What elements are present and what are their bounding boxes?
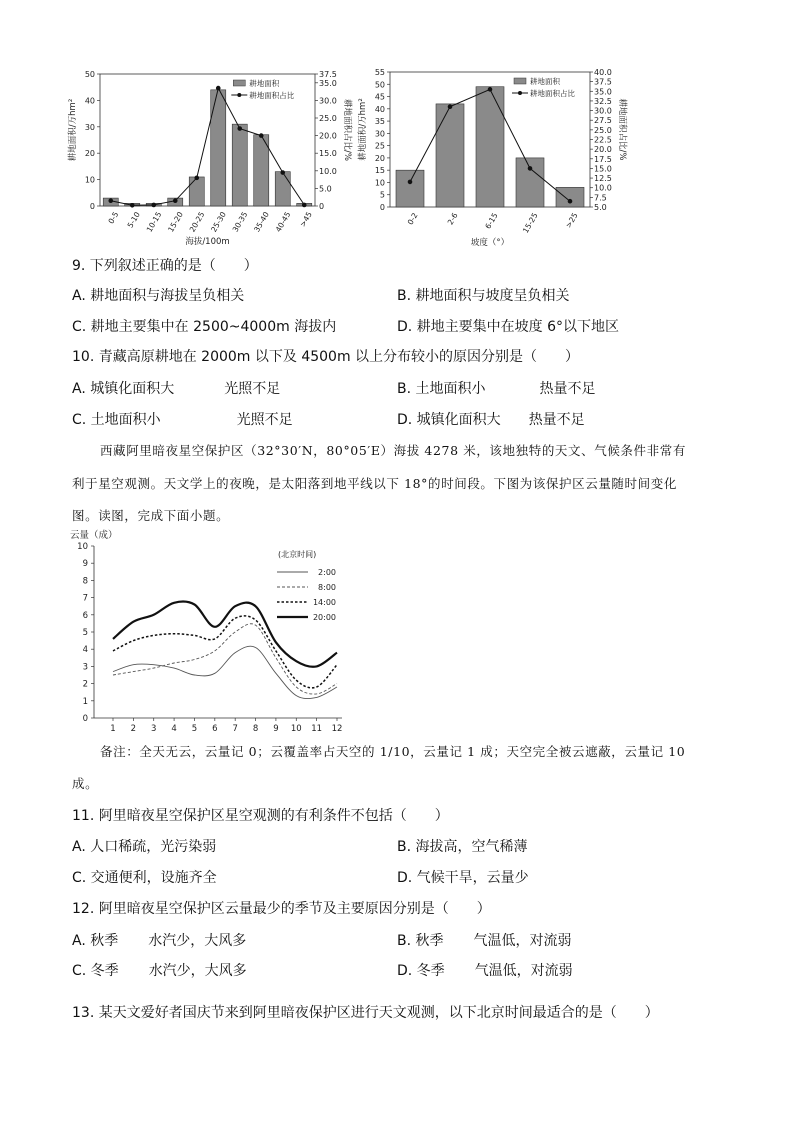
altitude-bar <box>232 124 247 206</box>
altitude-x-tick-label: 30-35 <box>230 210 250 234</box>
q12-option-b[interactable] <box>397 932 572 950</box>
altitude-left-tick-label: 50 <box>84 70 95 79</box>
q12-stem: 12. 阿里暗夜星空保护区云量最少的季节及主要原因分别是（ ） <box>72 901 491 917</box>
q12-option-d-part1: D. 冬季 <box>397 963 445 979</box>
q10-option-d-part1: D. 城镇化面积大 <box>397 412 501 428</box>
slope-x-tick-label: >25 <box>563 211 580 230</box>
slope-chart <box>358 62 642 248</box>
altitude-x-tick-label: 5-10 <box>125 210 142 230</box>
altitude-share-point <box>216 86 221 91</box>
cloud-legend-label: 20:00 <box>312 613 336 622</box>
cloud-series-1400 <box>113 616 337 688</box>
slope-x-tick-label: 2-6 <box>445 211 460 227</box>
altitude-left-tick-label: 10 <box>84 175 95 185</box>
cloud-y-tick-label: 9 <box>82 559 88 570</box>
slope-left-tick-label: 40 <box>374 104 385 114</box>
q11-option-d[interactable]: D. 气候干旱，云量少 <box>397 870 529 886</box>
cloud-x-tick-label: 6 <box>212 724 218 734</box>
slope-left-tick-label: 55 <box>374 68 385 77</box>
cloud-series-800 <box>113 624 337 694</box>
q10-option-c[interactable] <box>72 411 293 429</box>
slope-left-tick-label: 0 <box>379 203 385 212</box>
cloud-x-tick-label: 1 <box>110 724 116 734</box>
slope-left-tick-label: 10 <box>374 178 385 188</box>
cloud-x-tick-label: 5 <box>191 724 198 734</box>
slope-right-tick-label: 5.0 <box>594 203 607 212</box>
slope-x-tick-label: 15-25 <box>520 211 540 235</box>
altitude-share-point <box>108 198 113 203</box>
altitude-bar <box>211 90 226 206</box>
cloud-y-tick-label: 8 <box>82 576 88 587</box>
passage-line-3: 图。读图，完成下面小题。 <box>72 508 230 523</box>
slope-right-axis-title: 耕地面积占比/% <box>617 98 627 161</box>
altitude-right-axis-title: 耕地面积占比/% <box>342 99 352 161</box>
altitude-x-tick-label: 15-20 <box>166 210 185 234</box>
altitude-x-tick-label: 25-30 <box>209 210 228 234</box>
slope-share-point <box>448 104 453 109</box>
q10-option-c-part1: C. 土地面积小 <box>72 412 161 428</box>
q9-option-d[interactable]: D. 耕地主要集中在坡度 6°以下地区 <box>397 319 620 335</box>
altitude-x-tick-label: 10-15 <box>144 210 164 234</box>
cloud-x-tick-label: 3 <box>151 724 157 734</box>
slope-right-tick-label: 17.5 <box>594 154 612 164</box>
altitude-left-tick-label: 0 <box>89 202 95 211</box>
q13-stem: 13. 某天文爱好者国庆节来到阿里暗夜保护区进行天文观测，以下北京时间最适合的是（ ） <box>72 1005 659 1021</box>
q10-option-b-part2: 热量不足 <box>539 381 596 397</box>
slope-share-point <box>488 87 493 92</box>
slope-left-axis-title: 耕地面积/万hm² <box>358 98 368 161</box>
q12-option-d-part2: 气温低，对流弱 <box>474 963 573 979</box>
altitude-share-point <box>259 133 264 138</box>
slope-right-tick-label: 30.0 <box>594 106 612 116</box>
altitude-right-tick-label: 35.0 <box>319 78 337 88</box>
slope-share-point <box>528 166 533 171</box>
cloud-y-tick-label: 7 <box>82 593 88 604</box>
slope-right-tick-label: 37.5 <box>594 77 612 87</box>
slope-right-tick-label: 10.0 <box>594 183 612 193</box>
slope-right-tick-label: 35.0 <box>594 87 612 97</box>
altitude-bar <box>275 172 290 206</box>
cloud-y-tick-label: 6 <box>82 610 88 621</box>
q12-option-a-part2: 水汽少，大风多 <box>148 933 247 949</box>
q12-option-a[interactable] <box>72 932 246 950</box>
slope-right-tick-label: 32.5 <box>594 96 612 106</box>
altitude-legend-line-label: 耕地面积占比 <box>249 91 295 100</box>
cloud-x-tick-label: 12 <box>331 724 343 734</box>
slope-left-tick-label: 35 <box>374 117 385 127</box>
altitude-share-point <box>151 203 156 208</box>
slope-left-tick-label: 25 <box>374 141 385 151</box>
slope-left-tick-label: 5 <box>379 190 385 200</box>
q12-option-a-part1: A. 秋季 <box>72 933 119 949</box>
q10-option-d-part2: 热量不足 <box>528 412 585 428</box>
cloud-x-tick-label: 8 <box>252 724 259 734</box>
cloud-legend-label: 14:00 <box>312 598 336 607</box>
q12-option-d[interactable] <box>397 962 573 980</box>
slope-legend-bar-label: 耕地面积 <box>530 77 560 86</box>
q10-option-a-part2: 光照不足 <box>224 381 281 397</box>
slope-left-tick-label: 45 <box>374 92 385 102</box>
altitude-right-tick-label: 20.0 <box>319 131 337 141</box>
altitude-share-point <box>280 170 285 175</box>
slope-x-axis-title: 坡度（°） <box>470 238 510 248</box>
q10-option-c-part2: 光照不足 <box>236 412 293 428</box>
cloud-x-tick-label: 7 <box>232 724 238 734</box>
cloud-y-axis-title: 云量（成） <box>70 530 118 541</box>
slope-right-tick-label: 15.0 <box>594 164 612 174</box>
q10-option-b-part1: B. 土地面积小 <box>397 381 486 397</box>
altitude-share-point <box>173 198 178 203</box>
q11-option-a[interactable]: A. 人口稀疏，光污染弱 <box>72 839 217 855</box>
cloud-legend-label: 8:00 <box>318 583 336 592</box>
note-line-1: 备注：全天无云，云量记 0；云覆盖率占天空的 1/10，云量记 1 成；天空完全被云遮蔽，云量记 10 <box>100 744 686 759</box>
slope-bar <box>516 158 544 207</box>
altitude-bar <box>189 177 204 206</box>
slope-right-tick-label: 22.5 <box>594 135 612 145</box>
altitude-x-tick-label: 20-25 <box>187 210 207 234</box>
slope-right-tick-label: 12.5 <box>594 174 612 184</box>
slope-bar <box>396 170 424 207</box>
cloud-x-tick-label: 10 <box>290 724 302 734</box>
cloud-chart <box>68 526 358 736</box>
cloud-legend-title: (北京时间) <box>278 550 317 559</box>
slope-share-point <box>408 180 413 185</box>
passage-line-2: 利于星空观测。天文学上的夜晚，是太阳落到地平线以下 18°的时间段。下图为该保护区云量随时间变化 <box>72 476 677 491</box>
altitude-x-tick-label: >45 <box>298 210 314 229</box>
cloud-y-tick-label: 2 <box>82 679 88 690</box>
cloud-y-tick-label: 3 <box>82 662 88 673</box>
altitude-right-tick-label: 30.0 <box>319 96 337 106</box>
q11-option-b[interactable]: B. 海拔高，空气稀薄 <box>397 839 528 855</box>
altitude-right-tick-label: 25.0 <box>319 114 337 123</box>
altitude-left-tick-label: 20 <box>84 149 95 159</box>
slope-left-tick-label: 30 <box>374 129 385 139</box>
slope-right-tick-label: 40.0 <box>594 68 612 77</box>
altitude-x-axis-title: 海拔/100m <box>185 237 230 247</box>
slope-right-tick-label: 20.0 <box>594 145 612 155</box>
slope-x-tick-label: 0-2 <box>405 211 420 227</box>
slope-x-tick-label: 6-15 <box>483 211 500 231</box>
altitude-chart <box>70 62 350 247</box>
cloud-y-tick-label: 4 <box>82 645 88 656</box>
q12-option-c-part2: 水汽少，大风多 <box>148 963 247 979</box>
slope-right-tick-label: 7.5 <box>594 193 607 203</box>
cloud-legend-label: 2:00 <box>318 568 336 577</box>
q12-option-c-part1: C. 冬季 <box>72 963 119 979</box>
altitude-legend-bar-label: 耕地面积 <box>249 79 280 88</box>
altitude-share-point <box>302 203 307 208</box>
q12-option-c[interactable] <box>72 962 247 980</box>
altitude-x-tick-label: 0-5 <box>106 210 121 226</box>
altitude-x-tick-label: 35-40 <box>252 210 271 234</box>
cloud-x-tick-label: 9 <box>273 724 279 734</box>
cloud-y-tick-label: 5 <box>82 628 88 638</box>
slope-bar <box>556 187 584 207</box>
q9-option-b[interactable]: B. 耕地面积与坡度呈负相关 <box>397 288 570 304</box>
cloud-x-tick-label: 4 <box>171 724 177 734</box>
slope-bar <box>476 87 504 207</box>
altitude-left-tick-label: 40 <box>84 96 95 106</box>
altitude-x-tick-label: 40-45 <box>273 210 293 234</box>
q9-stem: 9. 下列叙述正确的是（ ） <box>72 258 258 274</box>
altitude-right-tick-label: 0 <box>319 202 325 211</box>
altitude-right-tick-label: 37.5 <box>319 70 337 79</box>
q9-option-c[interactable]: C. 耕地主要集中在 2500~4000m 海拔内 <box>72 319 337 335</box>
q10-option-d[interactable] <box>397 411 585 429</box>
passage-line-1: 西藏阿里暗夜星空保护区（32°30′N，80°05′E）海拔 4278 米，该地独特的天文、气候条件非常有 <box>100 443 686 458</box>
q11-stem: 11. 阿里暗夜星空保护区星空观测的有利条件不包括（ ） <box>72 808 449 824</box>
q12-option-b-part2: 气温低，对流弱 <box>473 933 572 949</box>
slope-legend-line-marker <box>518 91 522 95</box>
slope-left-tick-label: 20 <box>374 153 385 163</box>
slope-left-tick-label: 15 <box>374 166 385 176</box>
altitude-right-tick-label: 10.0 <box>319 166 337 176</box>
q12-option-b-part1: B. 秋季 <box>397 933 444 949</box>
altitude-legend-bar-swatch <box>233 80 245 86</box>
q11-option-c[interactable]: C. 交通便利，设施齐全 <box>72 870 217 886</box>
cloud-y-tick-label: 0 <box>82 714 88 724</box>
cloud-series-2000 <box>113 601 337 666</box>
slope-right-tick-label: 27.5 <box>594 116 612 126</box>
cloud-y-tick-label: 1 <box>82 696 88 707</box>
slope-legend-bar-swatch <box>514 78 526 84</box>
slope-legend-line-label: 耕地面积占比 <box>530 89 575 98</box>
altitude-legend-line-marker <box>237 93 241 97</box>
q9-option-a[interactable]: A. 耕地面积与海拔呈负相关 <box>72 288 245 304</box>
slope-bar <box>436 104 464 207</box>
cloud-x-tick-label: 2 <box>130 724 137 734</box>
q10-option-a-part1: A. 城镇化面积大 <box>72 381 175 397</box>
cloud-x-tick-label: 11 <box>311 724 323 734</box>
q10-option-a[interactable] <box>72 380 280 398</box>
cloud-series-200 <box>113 646 337 698</box>
altitude-share-point <box>237 126 242 131</box>
altitude-right-tick-label: 5.0 <box>319 184 332 194</box>
altitude-left-axis-title: 耕地面积/万hm² <box>68 98 78 162</box>
q10-stem: 10. 青藏高原耕地在 2000m 以下及 4500m 以上分布较小的原因分别是（ ） <box>72 349 580 365</box>
altitude-share-point <box>130 203 135 208</box>
altitude-left-tick-label: 30 <box>84 122 95 132</box>
q10-option-b[interactable] <box>397 380 596 398</box>
altitude-share-point <box>194 176 199 181</box>
slope-right-tick-label: 25.0 <box>594 125 612 135</box>
altitude-right-tick-label: 15.0 <box>319 149 337 159</box>
slope-share-point <box>568 199 573 204</box>
slope-left-tick-label: 50 <box>374 80 385 90</box>
cloud-y-tick-label: 10 <box>77 542 88 552</box>
note-line-2: 成。 <box>72 776 99 791</box>
